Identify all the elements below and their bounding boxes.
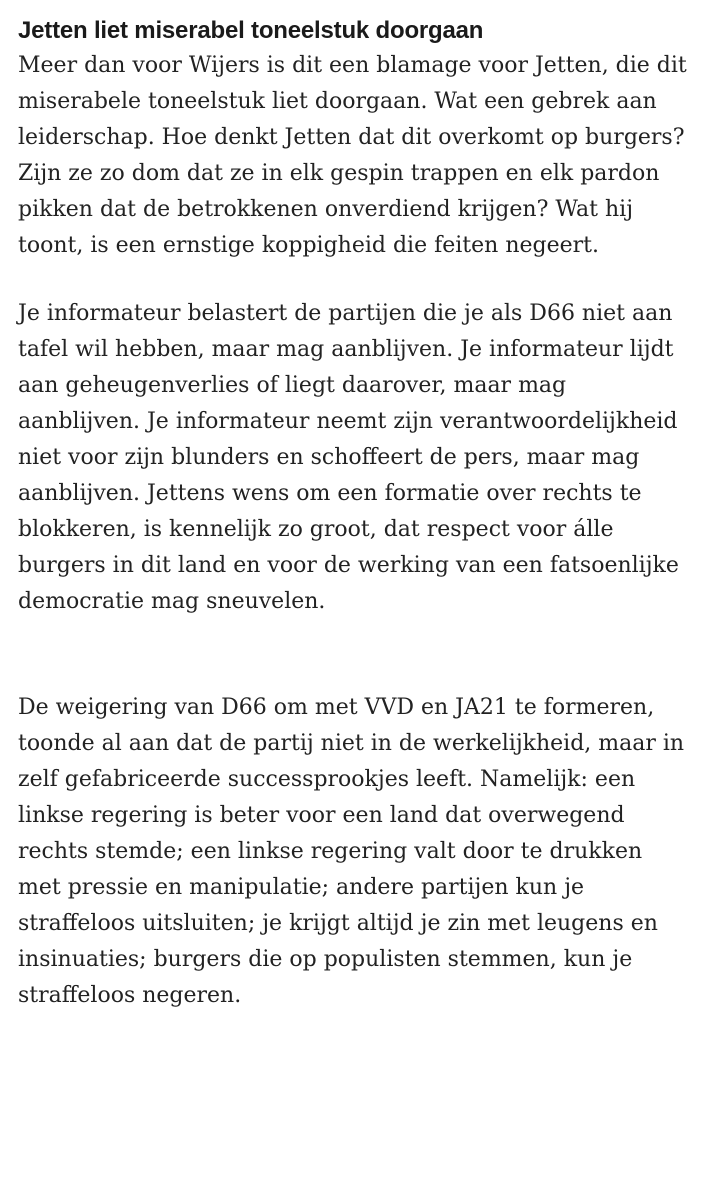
article-paragraph-3: De weigering van D66 om met VVD en JA21 te formeren, toonde al aan dat de partij niet in de werkelijkheid, maar in zelf gefabriceerde successprookjes leeft. Namelijk: een linkse regering is beter voor een land dat overwegend rechts stemde; een linkse regering valt door te drukken met pressie en manipulatie; andere partijen kun je straffeloos uitsluiten; je krijgt altijd je zin met leugens en insinuaties; burgers die op populisten stemmen, kun je straffeloos negeren. [18, 695, 685, 1008]
article-paragraph-2: Je informateur belastert de partijen die je als D66 niet aan tafel wil hebben, maar mag aanblijven. Je informateur lijdt aan geheugenverlies of liegt daarover, maar mag aanblijven. Je informateur neemt zijn verantwoordelijkheid niet voor zijn blunders en schoffeert de pers, maar mag aanblijven. Jettens wens om een formatie over rechts te blokkeren, is kennelijk zo groot, dat respect voor álle burgers in dit land en voor de werking van een fatsoenlijke democratie mag sneuvelen. [18, 301, 679, 614]
article-headline: Jetten liet miserabel toneelstuk doorgaan [18, 17, 484, 44]
article-paragraph-1: Meer dan voor Wijers is dit een blamage voor Jetten, die dit miserabele toneelstuk liet doorgaan. Wat een gebrek aan leiderschap. Hoe denkt Jetten dat dit overkomt op burgers? Zijn ze zo dom dat ze in elk gespin trappen en elk pardon pikken dat de betrokkenen onverdiend krijgen? Wat hij toont, is een ernstige koppigheid die feiten negeert. [18, 53, 687, 258]
